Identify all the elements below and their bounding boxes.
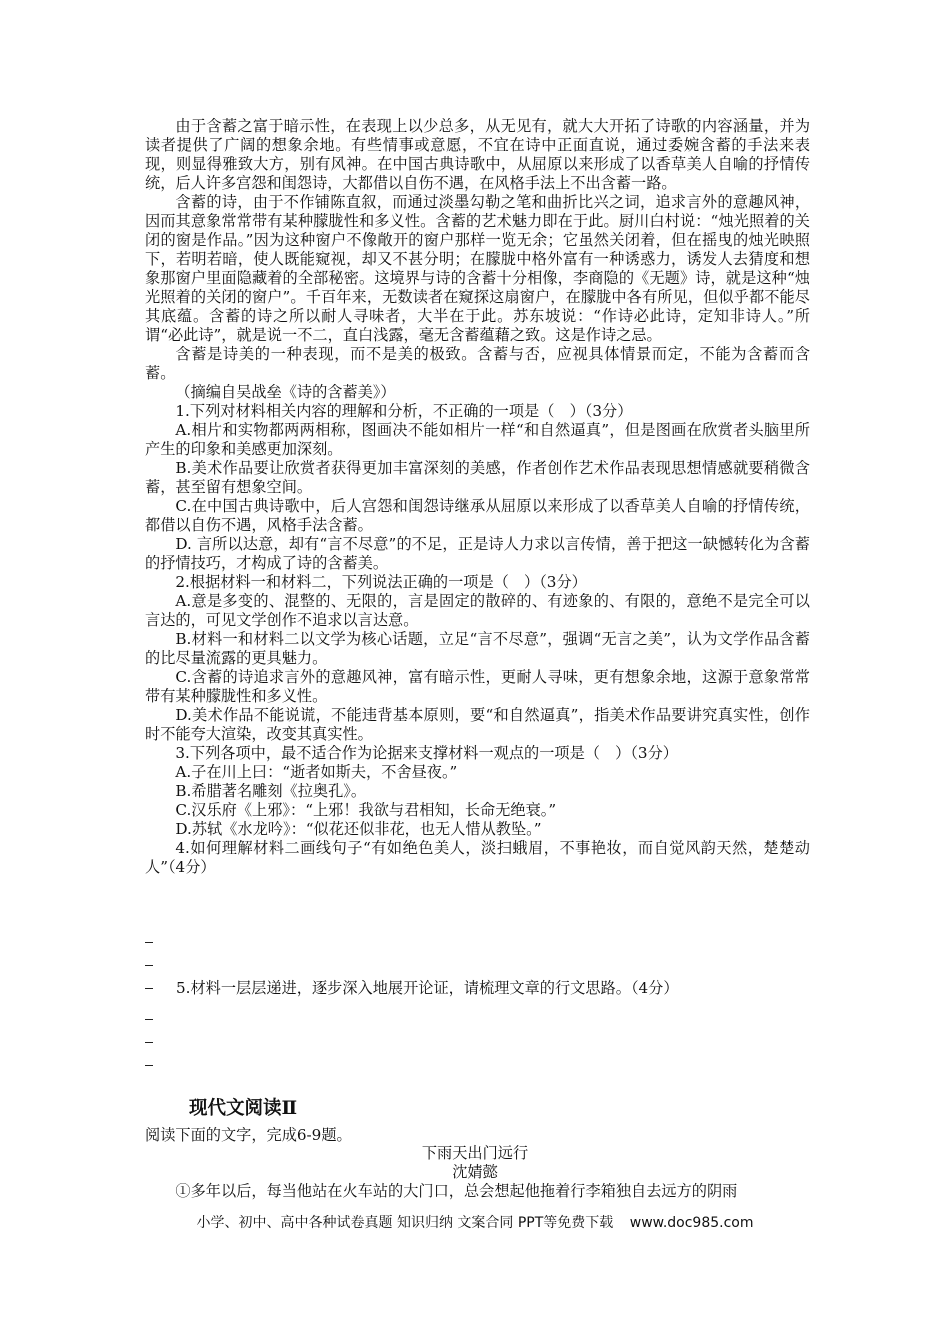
question-3: 3.下列各项中，最不适合作为论据来支撑材料一观点的一项是（ ）（3分） [175, 744, 678, 762]
question-3-option-d: D.苏轼《水龙吟》：“似花还似非花，也无人惜从教坠。” [175, 820, 542, 838]
question-2: 2.根据材料一和材料二，下列说法正确的一项是（ ）（3分） [175, 573, 587, 591]
story-author: 沈婧懿 [452, 1163, 498, 1181]
question-2-option-b: B.材料一和材料二以文学为核心话题，立足“言不尽意”，强调“无言之美”，认为文学作品含蓄的比尽量流露的更具魅力。 [145, 630, 810, 667]
main-text [145, 117, 810, 877]
footer-text: 小学、初中、高中各种试卷真题 知识归纳 文案合同 PPT等免费下载 [196, 1215, 614, 1231]
question-3-option-b: B.希腊著名雕刻《拉奥孔》。 [175, 782, 367, 800]
answer-line[interactable] [145, 973, 157, 992]
question-4: 4.如何理解材料二画线句子“有如绝色美人，淡扫蛾眉，不事艳妆，而自觉风韵天然，楚楚动人”（4分） [145, 839, 810, 876]
question-1-option-b: B.美术作品要让欣赏者获得更加丰富深刻的美感，作者创作艺术作品表现思想情感就要稍微含蓄，甚至留有想象空间。 [145, 459, 810, 496]
question-2-option-d: D.美术作品不能说谎，不能违背基本原则，要“和自然逼真”，指美术作品要讲究真实性，创作时不能夸大渲染，改变其真实性。 [145, 706, 810, 743]
question-1: 1.下列对材料相关内容的理解和分析，不正确的一项是（ ）（3分） [175, 402, 633, 420]
section-intro: 阅读下面的文字，完成6-9题。 [145, 1126, 352, 1144]
answer-line[interactable] [145, 1027, 157, 1046]
answer-line[interactable] [145, 1004, 157, 1023]
answer-line[interactable] [145, 950, 157, 969]
question-2-option-a: A.意是多变的、混整的、无限的，言是固定的散碎的、有迹象的、有限的，意绝不是完全可以言达的，可见文学创作不追求以言达意。 [145, 592, 810, 629]
footer-url[interactable]: www.doc985.com [629, 1215, 754, 1231]
story-title: 下雨天出门远行 [421, 1144, 529, 1162]
question-1-option-c: C.在中国古典诗歌中，后人宫怨和闺怨诗继承从屈原以来形成了以香草美人自喻的抒情传统，都借以自伤不遇，风格手法含蓄。 [145, 497, 810, 534]
story-first-line: ①多年以后，每当他站在火车站的大门口，总会想起他拖着行李箱独自去远方的阴雨 [175, 1182, 738, 1200]
paragraph-2: 含蓄的诗，由于不作铺陈直叙，而通过淡墨勾勒之笔和曲折比兴之词，追求言外的意趣风神，因而其意象常常带有某种朦胧性和多义性。含蓄的艺术魅力即在于此。厨川白村说：“烛光照着的关闭的窗是作品。”因为这种窗户不像敞开的窗户那样一览无余；它虽然关闭着，但在摇曳的烛光映照下，若明若暗，使人既能窥视，却又不甚分明；在朦胧中格外富有一种诱惑力，诱发人去猜度和想象那窗户里面隐藏着的全部秘密。这境界与诗的含蓄十分相像，李商隐的《无题》诗，就是这种“烛光照着的关闭的窗户”。千百年来，无数读者在窥探这扇窗户，在朦胧中各有所见，但似乎都不能尽其底蕴。含蓄的诗之所以耐人寻味者，大半在于此。苏东坡说：“作诗必此诗，定知非诗人。”所谓“必此诗”，就是说一不二，直白浅露，毫无含蓄蕴藉之致。这是作诗之忌。 [145, 193, 810, 344]
answer-line[interactable] [145, 927, 157, 946]
source-citation: （摘编自吴战垒《诗的含蓄美》） [175, 383, 396, 401]
section-heading: 现代文阅读Ⅱ [189, 1098, 298, 1119]
question-1-option-a: A.相片和实物都两两相称，图画决不能如相片一样“和自然逼真”，但是图画在欣赏者头脑里所产生的印象和美感更加深刻。 [145, 421, 810, 458]
question-3-option-a: A.子在川上曰：“逝者如斯夫，不舍昼夜。” [175, 763, 458, 781]
answer-line[interactable] [145, 1050, 157, 1069]
question-1-option-d: D. 言所以达意，却有“言不尽意”的不足，正是诗人力求以言传情，善于把这一缺憾转化为含蓄的抒情技巧，才构成了诗的含蓄美。 [145, 535, 810, 572]
paragraph-3: 含蓄是诗美的一种表现，而不是美的极致。含蓄与否，应视具体情景而定，不能为含蓄而含蓄。 [145, 345, 810, 382]
paragraph-1: 由于含蓄之富于暗示性，在表现上以少总多，从无见有，就大大开拓了诗歌的内容涵量，并为读者提供了广阔的想象余地。有些情事或意愿，不宜在诗中正面直说，通过委婉含蓄的手法来表现，则显得雅致大方，别有风神。在中国古典诗歌中，从屈原以来形成了以香草美人自喻的抒情传统，后人许多宫怨和闺怨诗，大都借以自伤不遇，在风格手法上不出含蓄一路。 [145, 117, 810, 192]
question-2-option-c: C.含蓄的诗追求言外的意趣风神，富有暗示性，更耐人寻味，更有想象余地，这源于意象常常带有某种朦胧性和多义性。 [145, 668, 810, 705]
page-footer [0, 1213, 950, 1233]
question-5: 5.材料一层层递进，逐步深入地展开论证，请梳理文章的行文思路。（4分） [176, 979, 679, 997]
question-3-option-c: C.汉乐府《上邪》：“上邪！我欲与君相知，长命无绝衰。” [175, 801, 557, 819]
